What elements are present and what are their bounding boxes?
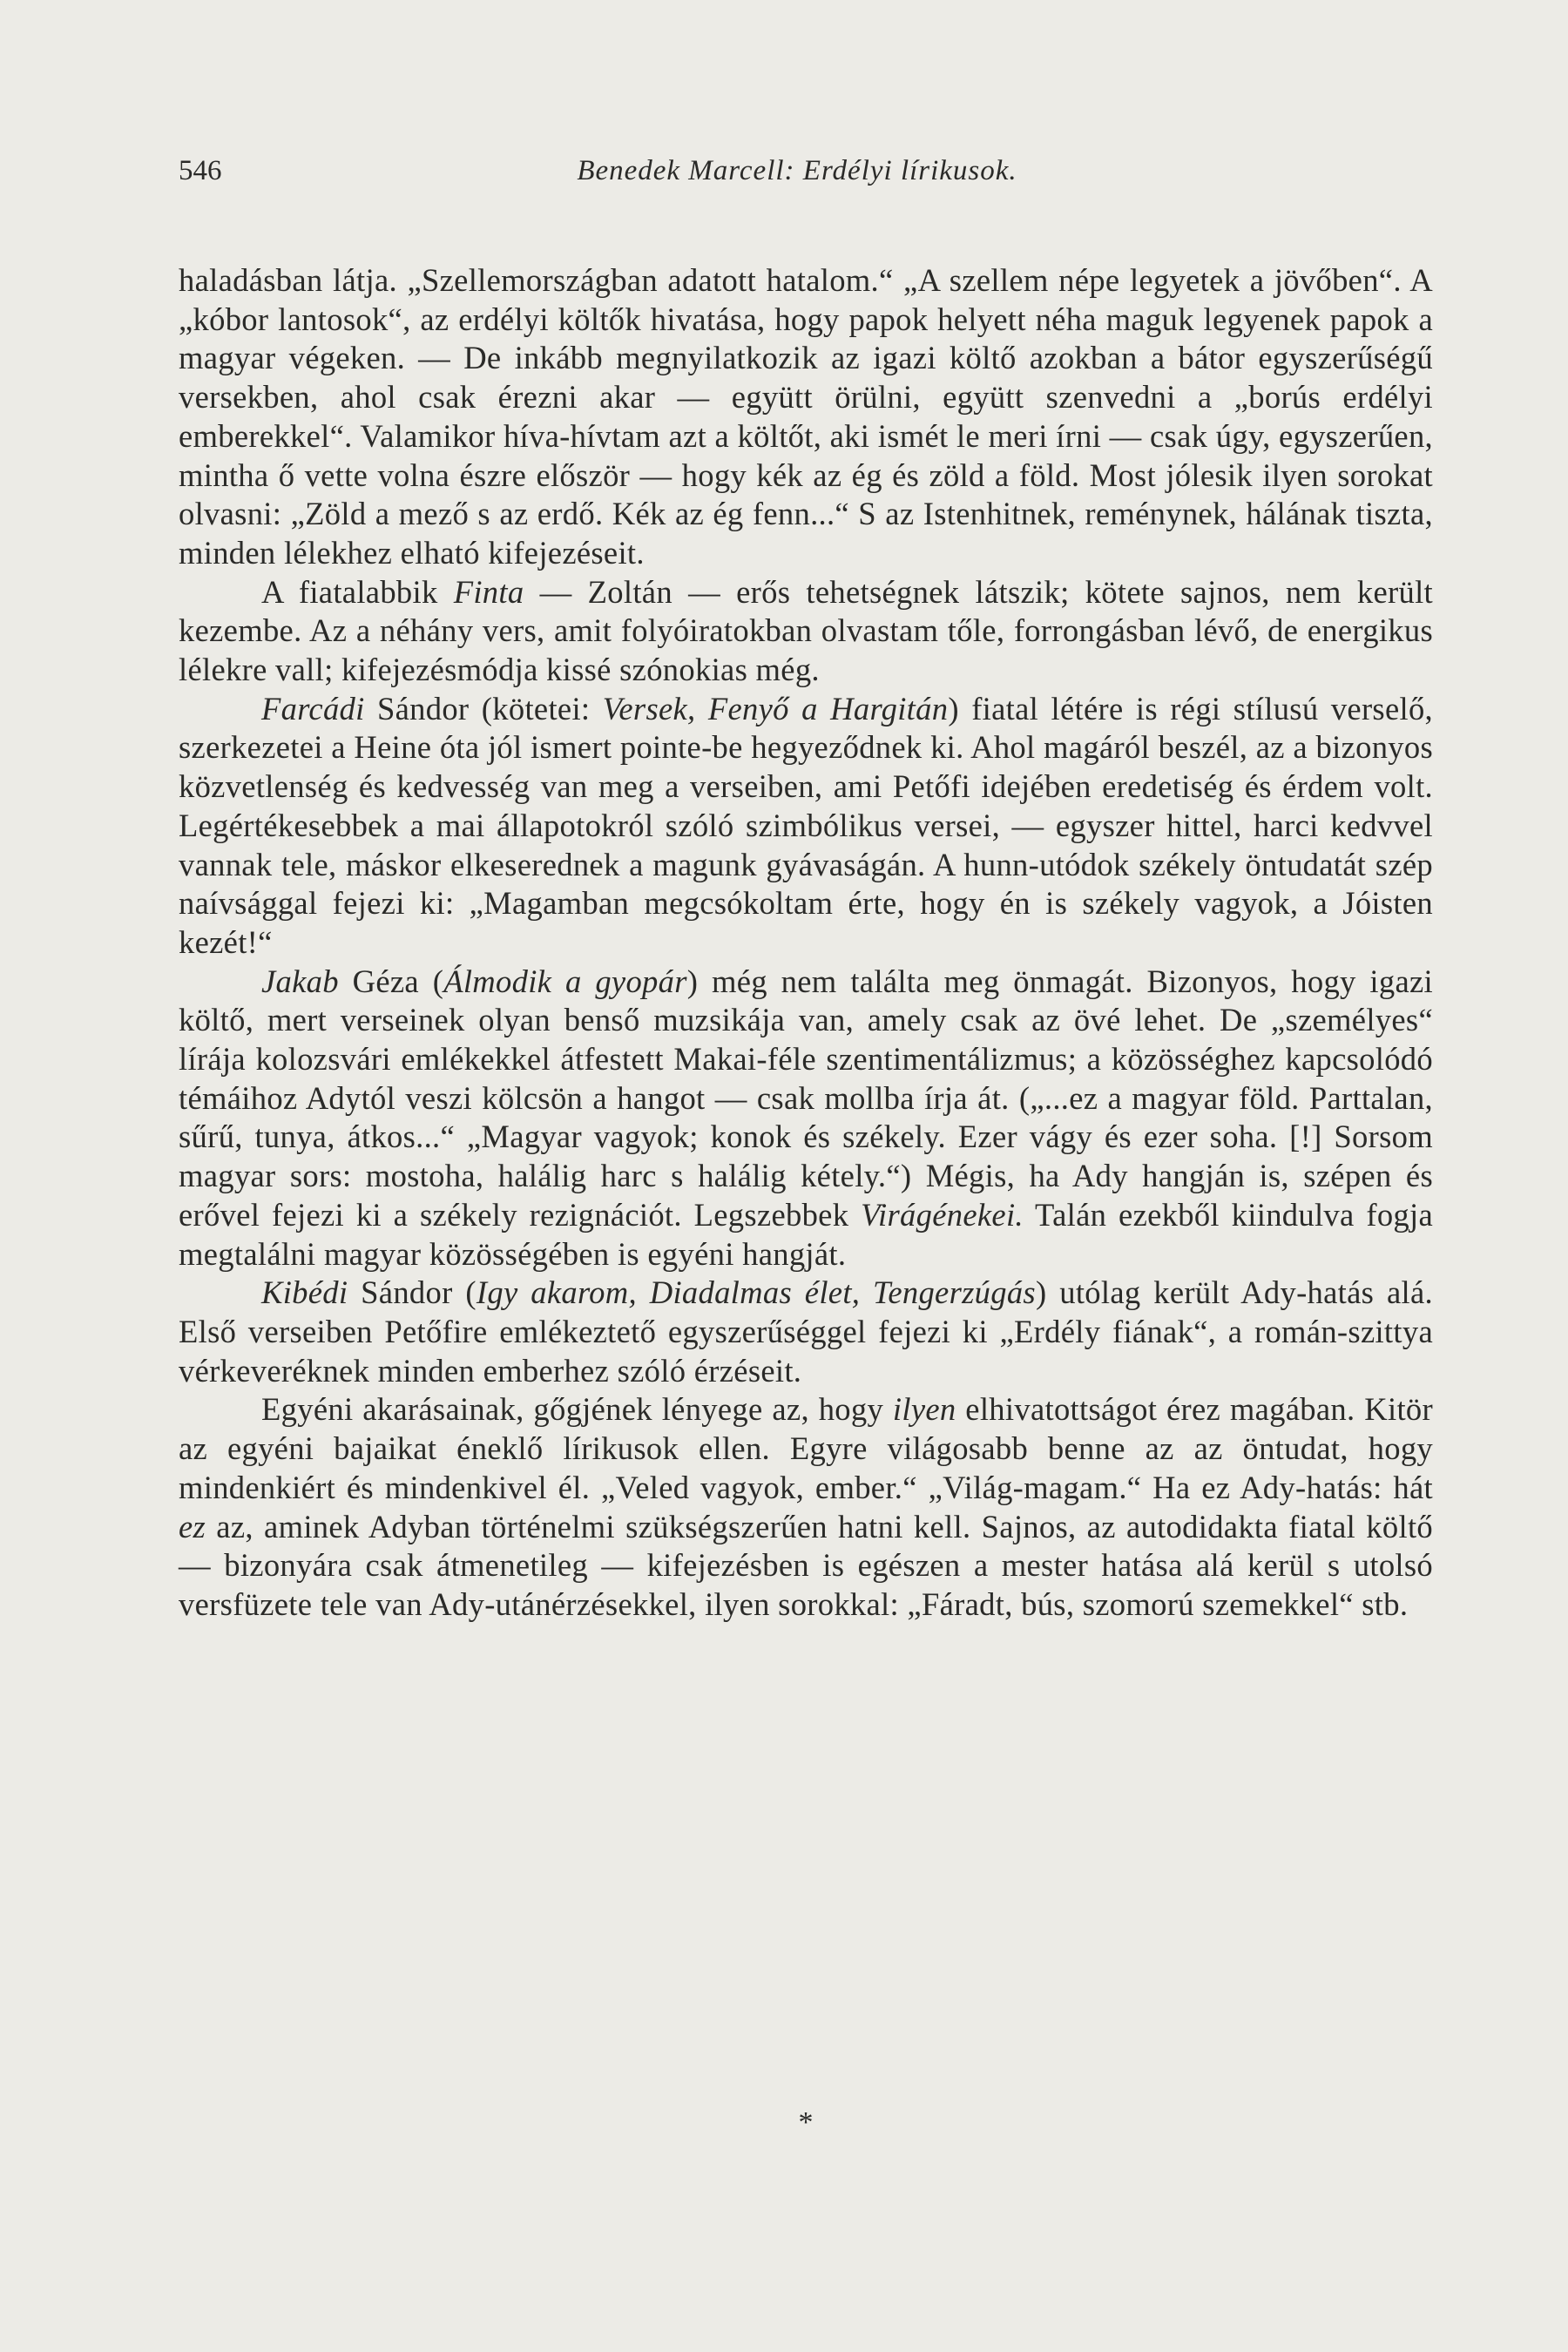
- italic-text: ilyen: [892, 1391, 956, 1428]
- text-segment: ) még nem találta meg önmagát. Bizonyos, hogy igazi költő, mert verseinek olyan benső muzsikája van, amely csak az övé lehet. De „személyes“ lírája kolozsvári emlékekkel átfestett Makai-féle szentimentálizmus; a közösséghez kapcsolódó témáihoz Adytól veszi kölcsön a hangot — csak mollba írja át. („...ez a magyar föld. Parttalan, sűrű, tunya, átkos...“ „Magyar vagyok; konok és székely. Ezer vágy és ezer soha. [!] Sorsom magyar sors: mostoha, halálig harc s halálig kétely.“) Mégis, ha Ady hangján is, szépen és erővel fejezi ki a székely rezignációt. Legszebbek: [179, 963, 1433, 1233]
- paragraph-p1: [179, 261, 1433, 573]
- text-segment: Talán ezekből kiindulva fogja megtalálni magyar közösségében is egyéni hangját.: [179, 1196, 1434, 1272]
- italic-text: ez: [179, 1508, 206, 1544]
- paragraph-p4: [179, 963, 1433, 1274]
- text-segment: — Zoltán — erős tehetségnek látszik; kötete sajnos, nem került kezembe. Az a néhány vers, amit folyóiratokban olvastam tőle, forrongásban lévő, de energikus lélekre vall; kifejezésmódja kissé szónokias még.: [179, 573, 1433, 688]
- text-segment: Sándor (kötetei:: [364, 690, 603, 727]
- text-segment: Géza (: [338, 963, 444, 999]
- paragraph-p2: [179, 573, 1433, 690]
- italic-text: Kibédi: [261, 1274, 348, 1311]
- body-text: [179, 261, 1433, 1625]
- text-segment: haladásban látja. „Szellemországban adatott hatalom.“ „A szellem népe legyetek a jövőben“. A „kóbor lantosok“, az erdélyi költők hivatása, hogy papok helyett néha maguk legyenek papok a magyar végeken. — De inkább megnyilatkozik az igazi költő azokban a bátor egyszerűségű versekben, ahol csak érezni akar — együtt örülni, együtt szenvedni a „borús erdélyi emberekkel“. Valamikor híva-hívtam azt a költőt, aki ismét le meri írni — csak úgy, egyszerűen, mintha ő vette volna észre először — hogy kék az ég és zöld a föld. Most jólesik ilyen sorokat olvasni: „Zöld a mező s az erdő. Kék az ég fenn...“ S az Istenhitnek, reménynek, hálának tiszta, minden lélekhez elható kifejezéseit.: [179, 262, 1433, 571]
- text-segment: az, aminek Adyban történelmi szükségszerűen hatni kell. Sajnos, az autodidakta fiatal költő — bizonyára csak átmenetileg — kifejezésben is egészen a mester hatása alá kerül s utolsó versfüzete tele van Ady-utánérzésekkel, ilyen sorokkal: „Fáradt, bús, szomorú szemekkel“ stb.: [179, 1508, 1433, 1622]
- paragraph-p3: [179, 690, 1433, 963]
- paragraph-p5: [179, 1274, 1433, 1390]
- page-number: 546: [179, 155, 222, 186]
- text-segment: Egyéni akarásainak, gőgjének lényege az, hogy: [261, 1391, 893, 1428]
- italic-text: Álmodik a gyopár: [443, 963, 687, 999]
- italic-text: Igy akarom, Diadalmas élet, Tengerzúgás: [476, 1274, 1036, 1311]
- italic-text: Finta: [453, 573, 524, 610]
- page-header: [179, 155, 1416, 199]
- text-segment: ) fiatal létére is régi stílusú verselő, szerkezetei a Heine óta jól ismert pointe-be hegyeződnek ki. Ahol magáról beszél, az a bizonyos közvetlenség és kedvesség van meg a verseiben, ami Petőfi idejében eredetiség és érdem volt. Legértékesebbek a mai állapotokról szóló szimbólikus versei, — egyszer hittel, harci kedvvel vannak tele, máskor elkeserednek a magunk gyávaságán. A hunn-utódok székely öntudatát szép naívsággal fejezi ki: „Magamban megcsókoltam érte, hogy én is székely vagyok, a Jóisten kezét!“: [179, 690, 1433, 960]
- italic-text: Jakab: [261, 963, 339, 999]
- running-title: Benedek Marcell: Erdélyi lírikusok.: [577, 155, 1017, 186]
- text-segment: A fiatalabbik: [261, 573, 454, 610]
- section-break-asterisk: *: [798, 2106, 814, 2139]
- italic-text: Virágénekei.: [861, 1196, 1024, 1233]
- text-segment: ) utólag került Ady-hatás alá. Első verseiben Petőfire emlékeztető egyszerűséggel fejezi ki „Erdély fiának“, a román-szittya vérkeveréknek minden emberhez szóló érzéseit.: [179, 1274, 1433, 1389]
- text-segment: Sándor (: [348, 1274, 476, 1311]
- paragraph-p6: [179, 1390, 1433, 1624]
- text-segment: elhivatottságot érez magában. Kitör az egyéni bajaikat éneklő lírikusok ellen. Egyre világosabb benne az az öntudat, hogy mindenkiért és mindenkivel él. „Veled vagyok, ember.“ „Világ-magam.“ Ha ez Ady-hatás: hát: [179, 1391, 1433, 1505]
- italic-text: Farcádi: [261, 690, 365, 727]
- italic-text: Versek, Fenyő a Hargitán: [602, 690, 949, 727]
